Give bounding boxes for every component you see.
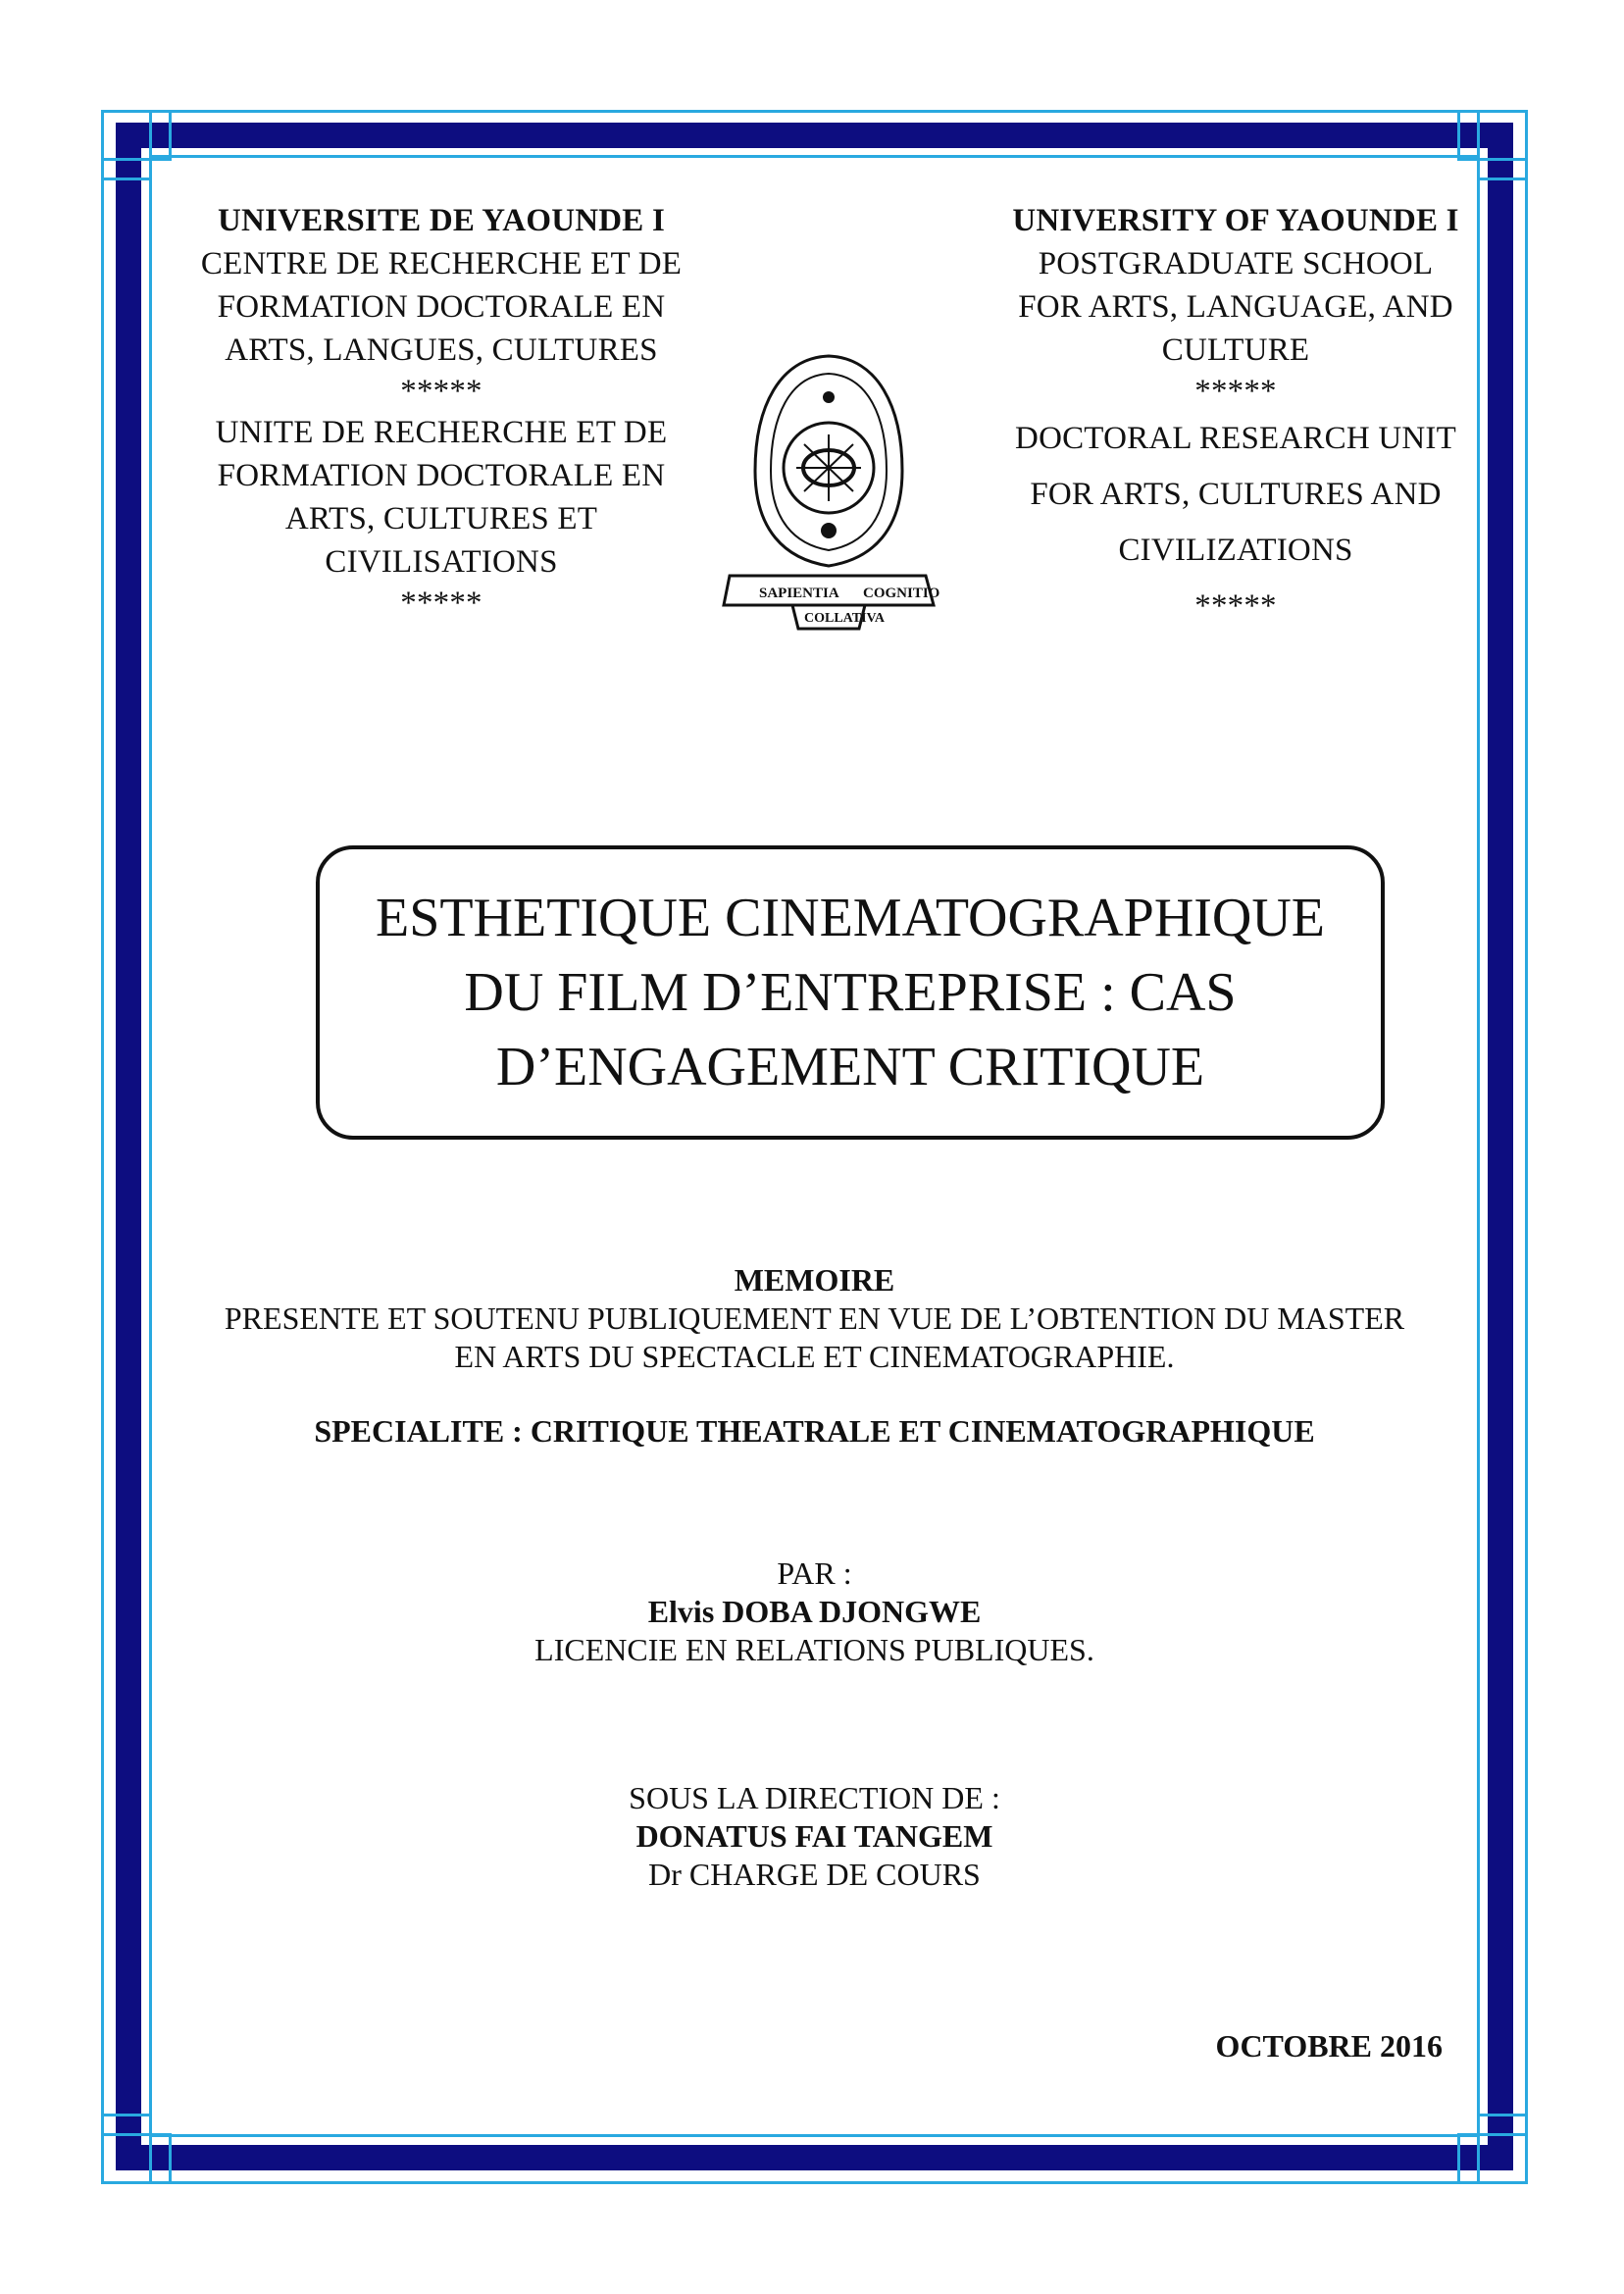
header-right-english (981, 199, 1491, 635)
author-name: Elvis DOBA DJONGWE (647, 1594, 982, 1629)
title-line: D’ENGAGEMENT CRITIQUE (495, 1037, 1205, 1097)
university-name-fr: UNIVERSITE DE YAOUNDE I (217, 203, 665, 238)
memoire-line: PRESENTE ET SOUTENU PUBLIQUEMENT EN VUE DE L’OBTENTION DU MASTER (224, 1300, 1405, 1336)
memoire-block (149, 1261, 1480, 1376)
specialite: SPECIALITE : CRITIQUE THEATRALE ET CINEMATOGRAPHIQUE (314, 1413, 1315, 1449)
separator-stars: ***** (400, 586, 482, 621)
university-name-en: UNIVERSITY OF YAOUNDE I (1012, 203, 1459, 238)
unit-line: CIVILISATIONS (325, 544, 558, 580)
unit-line: DOCTORAL RESEARCH UNIT (1015, 421, 1456, 456)
title-line: DU FILM D’ENTREPRISE : CAS (464, 962, 1237, 1023)
center-line: CENTRE DE RECHERCHE ET DE (200, 246, 683, 281)
corner-ornament-bottom-right (1457, 2114, 1528, 2184)
separator-stars: ***** (1194, 588, 1277, 624)
memoire-line: EN ARTS DU SPECTACLE ET CINEMATOGRAPHIE. (454, 1339, 1175, 1374)
corner-ornament-top-right (1457, 110, 1528, 180)
school-line: CULTURE (1161, 332, 1310, 368)
corner-ornament-top-left (101, 110, 172, 180)
school-line: FOR ARTS, LANGUAGE, AND (1018, 289, 1453, 325)
unit-line: CIVILIZATIONS (1118, 533, 1353, 568)
supervisor-block (149, 1779, 1480, 1894)
separator-stars: ***** (400, 374, 482, 409)
header-left-french (186, 199, 696, 623)
by-label: PAR : (777, 1555, 852, 1591)
supervisor-title: Dr CHARGE DE COURS (648, 1857, 981, 1892)
seal-motto-1: SAPIENTIA (759, 586, 839, 601)
center-line: FORMATION DOCTORALE EN (217, 289, 666, 325)
school-line: POSTGRADUATE SCHOOL (1038, 246, 1434, 281)
unit-line: UNITE DE RECHERCHE ET DE (215, 415, 668, 450)
separator-stars: ***** (1194, 374, 1277, 409)
supervisor-label: SOUS LA DIRECTION DE : (629, 1780, 1000, 1815)
seal-motto-3: COGNITIO (863, 586, 940, 601)
unit-line: FOR ARTS, CULTURES AND (1030, 477, 1442, 512)
thesis-title-box (316, 845, 1385, 1140)
unit-line: FORMATION DOCTORALE EN (217, 458, 666, 493)
title-line: ESTHETIQUE CINEMATOGRAPHIQUE (375, 888, 1326, 948)
unit-line: ARTS, CULTURES ET (284, 501, 598, 536)
corner-ornament-bottom-left (101, 2114, 172, 2184)
author-degree: LICENCIE EN RELATIONS PUBLIQUES. (534, 1632, 1094, 1667)
center-line: ARTS, LANGUES, CULTURES (225, 332, 658, 368)
supervisor-name: DONATUS FAI TANGEM (635, 1818, 993, 1854)
seal-motto-2: COLLATIVA (804, 611, 885, 626)
memoire-heading: MEMOIRE (734, 1262, 895, 1298)
author-block (149, 1555, 1480, 1669)
submission-date: OCTOBRE 2016 (1215, 2028, 1443, 2064)
university-seal (716, 348, 941, 642)
